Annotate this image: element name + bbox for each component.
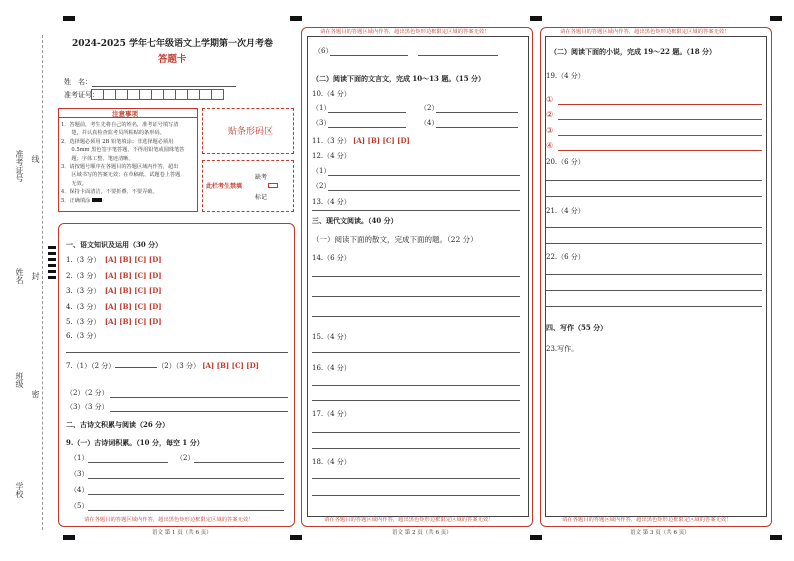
choice-options[interactable]: [A] [B] [C] [D] (104, 302, 162, 311)
blank-19-1: ① (546, 95, 554, 104)
id-label: 准考证号： (64, 91, 99, 99)
top-note-3: 请在各题目的答题区域内作答，超出黑色矩形边框限定区域的答案无效！ (560, 29, 730, 35)
answer-line[interactable] (558, 150, 762, 151)
question-10: 10.（4 分） (312, 90, 351, 98)
alignment-mark (48, 246, 56, 249)
answer-line[interactable] (330, 55, 408, 56)
question-2: 2.（3 分） [A] [B] [C] [D] (66, 271, 162, 280)
answer-line[interactable] (194, 462, 284, 463)
blank-5: （5） (70, 502, 89, 510)
page-footer-3: 语文 第 3 页（共 6 页） (630, 530, 690, 536)
choice-options[interactable]: [A] [B] [C] [D] (202, 361, 259, 370)
answer-line[interactable] (312, 276, 520, 277)
question-22: 22.（6 分） (546, 253, 585, 261)
answer-line[interactable] (328, 175, 520, 176)
answer-line[interactable] (436, 112, 518, 113)
blank-12-1: （1） (312, 167, 331, 175)
answer-line[interactable] (110, 397, 288, 398)
blank-10-1: （1） (312, 104, 331, 112)
question-7-2: （2）（2 分） (66, 389, 109, 397)
section-2b-title: （二）阅读下面的文言文，完成 10～13 题。（15 分） (312, 74, 486, 83)
alignment-mark (48, 252, 56, 255)
notice-item: 0.5mm 黑色签字笔答题，不得用铅笔或圆珠笔答 (61, 147, 185, 154)
essay-area[interactable] (546, 357, 762, 513)
answer-line[interactable] (546, 306, 762, 307)
choice-options[interactable]: [A] [B] [C] [D] (104, 255, 162, 264)
name-label: 姓 名： (64, 78, 92, 86)
question-5: 5.（3 分） [A] [B] [C] [D] (66, 317, 162, 326)
side-label-id: 准考证号 (15, 150, 24, 182)
notice-item: 4．保持卡面清洁，不要折叠、不要弄破。 (61, 189, 158, 196)
answer-line[interactable] (312, 210, 520, 211)
question-20: 20.（6 分） (546, 158, 585, 166)
notice-item: 楚，并认真检查监考员所粘贴的条形码。 (61, 130, 165, 137)
blank-19-4: ④ (546, 141, 554, 150)
question-7-3: （3）（3 分） (66, 403, 109, 411)
blank-4: （4） (70, 486, 89, 494)
answer-line[interactable] (88, 462, 168, 463)
blank-2: （2） (176, 454, 195, 462)
absent-label: 此栏考生禁填 (206, 183, 243, 190)
question-1: 1.（3 分） [A] [B] [C] [D] (66, 255, 162, 264)
notice-item: 5．正确填涂 (61, 197, 185, 205)
question-14: 14.（6 分） (312, 254, 351, 262)
question-21: 21.（4 分） (546, 207, 585, 215)
blank-19-3: ③ (546, 126, 554, 135)
question-6: 6.（3 分） (66, 332, 101, 340)
question-19: 19.（4 分） (546, 72, 585, 80)
answer-line[interactable] (312, 316, 520, 317)
bottom-note-2: 请在各题目的答题区域内作答，超出黑色矩形边框限定区域的答案无效！ (324, 517, 494, 523)
side-label-secret: 密 (31, 390, 40, 398)
answer-line[interactable] (328, 190, 520, 191)
side-label-class: 班级 (15, 372, 24, 388)
section-2c-title: （二）阅读下面的小说，完成 19～22 题。（18 分） (550, 47, 717, 56)
answer-line[interactable] (558, 135, 762, 136)
answer-line[interactable] (88, 494, 284, 495)
question-7: 7.（1）（2 分） （2）（3 分） [A] [B] [C] [D] (66, 361, 259, 370)
section-3-title: 三、现代文阅读。（40 分） (312, 216, 398, 225)
notice-item: 1．答题前，考生先将自己的姓名，准考证号填写清 (61, 122, 179, 128)
blank-6: （6） (314, 47, 333, 55)
id-number-boxes[interactable] (91, 89, 251, 101)
answer-line[interactable] (558, 104, 762, 105)
blank-1: （1） (70, 454, 89, 462)
answer-line[interactable] (66, 352, 288, 353)
question-18: 18.（4 分） (312, 458, 351, 466)
question-11: 11.（3 分） [A] [B] [C] [D] (312, 136, 410, 145)
absent-k2: 标记 (255, 194, 268, 201)
blank-10-3: （3） (312, 119, 331, 127)
answer-line[interactable] (546, 227, 762, 228)
section-1-title: 一、语文知识及运用（30 分） (66, 240, 163, 249)
answer-line[interactable] (436, 127, 518, 128)
question-13: 13.（4 分） (312, 198, 351, 206)
answer-line[interactable] (312, 448, 520, 449)
blank-3: （3） (70, 470, 89, 478)
notice-item: 题；字体工整、笔迹清晰。 (61, 155, 134, 162)
notice-item: 2．选择题必须用 2B 铅笔填涂；非选择题必须用 (61, 138, 174, 145)
notice-title: 注意事项 (112, 110, 138, 118)
exam-title: 2024-2025 学年七年级语文上学期第一次月考卷 (72, 39, 273, 49)
alignment-mark (530, 16, 542, 21)
answer-line[interactable] (312, 495, 520, 496)
answer-line[interactable] (328, 112, 406, 113)
answer-line[interactable] (312, 432, 520, 433)
answer-line[interactable] (328, 127, 406, 128)
alignment-mark (530, 535, 542, 540)
answer-sheet-title: 答题卡 (158, 54, 187, 65)
alignment-mark (63, 16, 75, 21)
answer-line[interactable] (546, 274, 762, 275)
blank-12-2: （2） (312, 182, 331, 190)
choice-options[interactable]: [A] [B] [C] [D] (104, 317, 162, 326)
answer-line[interactable] (312, 478, 520, 479)
choice-options[interactable]: [A] [B] [C] [D] (104, 286, 162, 295)
top-note-2: 请在各题目的答题区域内作答，超出黑色矩形边框限定区域的答案无效！ (320, 29, 490, 35)
blank-10-4: （4） (420, 119, 439, 127)
bottom-note-1: 请在各题目的答题区域内作答，超出黑色矩形边框限定区域的答案无效！ (84, 517, 254, 523)
barcode-label: 贴条形码区 (228, 127, 274, 137)
bottom-note-3: 请在各题目的答题区域内作答，超出黑色矩形边框限定区域的答案无效！ (562, 517, 732, 523)
answer-line[interactable] (88, 478, 284, 479)
alignment-mark (48, 264, 56, 267)
answer-line[interactable] (110, 411, 288, 412)
side-label-name: 姓名 (15, 268, 24, 284)
alignment-mark (48, 270, 56, 273)
choice-options[interactable]: [A] [B] [C] [D] (353, 136, 410, 145)
question-9: 9.（一）古诗词积累。（10 分，每空 1 分） (66, 438, 204, 447)
side-label-line: 线 (31, 155, 40, 163)
notice-item: 3．请按题号顺序在各题目的答题区域内作答，超出 (61, 164, 179, 171)
filled-example-mark (92, 198, 102, 202)
answer-line[interactable] (546, 290, 762, 291)
name-field[interactable] (92, 86, 236, 87)
answer-line[interactable] (546, 243, 762, 244)
binding-line (42, 35, 43, 530)
question-16: 16.（4 分） (312, 364, 351, 372)
side-label-school: 学校 (15, 482, 24, 498)
notice-item: 无效。 (61, 180, 87, 187)
alignment-mark (48, 258, 56, 261)
section-3a-title: （一）阅读下面的散文，完成下面的题。（22 分） (312, 235, 478, 244)
alignment-mark (770, 16, 782, 21)
absent-checkbox[interactable] (268, 183, 278, 188)
question-17: 17.（4 分） (312, 410, 351, 418)
answer-line[interactable] (312, 400, 520, 401)
question-23: 23.写作。 (546, 345, 579, 353)
choice-options[interactable]: [A] [B] [C] [D] (104, 271, 162, 280)
section-2-title: 二、古诗文积累与阅读（26 分） (66, 420, 170, 429)
answer-line[interactable] (558, 119, 762, 120)
answer-line[interactable] (312, 385, 520, 386)
page-footer-2: 语文 第 2 页（共 6 页） (392, 530, 452, 536)
question-4: 4.（3 分） [A] [B] [C] [D] (66, 302, 162, 311)
answer-line[interactable] (546, 180, 762, 181)
notice-item: 区域书写的答案无效；在草稿纸、试题卷上答题 (61, 172, 181, 179)
alignment-mark (63, 535, 75, 540)
question-12: 12.（4 分） (312, 152, 351, 160)
question-3: 3.（3 分） [A] [B] [C] [D] (66, 286, 162, 295)
question-15: 15.（4 分） (312, 333, 351, 341)
answer-line[interactable] (418, 55, 498, 56)
side-label-seal: 封 (31, 272, 40, 280)
page-footer-1: 语文 第 1 页（共 6 页） (152, 530, 212, 536)
alignment-mark (290, 16, 302, 21)
answer-line[interactable] (88, 510, 284, 511)
section-4-title: 四、写作（55 分） (546, 323, 608, 332)
alignment-mark (48, 276, 56, 279)
notice-list (61, 121, 185, 205)
blank-10-2: （2） (420, 104, 439, 112)
alignment-mark (770, 535, 782, 540)
answer-line[interactable] (312, 352, 520, 353)
answer-area-1 (58, 223, 295, 527)
answer-line[interactable] (312, 296, 520, 297)
answer-line[interactable] (546, 196, 762, 197)
absent-k1: 缺考 (255, 174, 268, 181)
blank-19-2: ② (546, 110, 554, 119)
alignment-mark (290, 535, 302, 540)
